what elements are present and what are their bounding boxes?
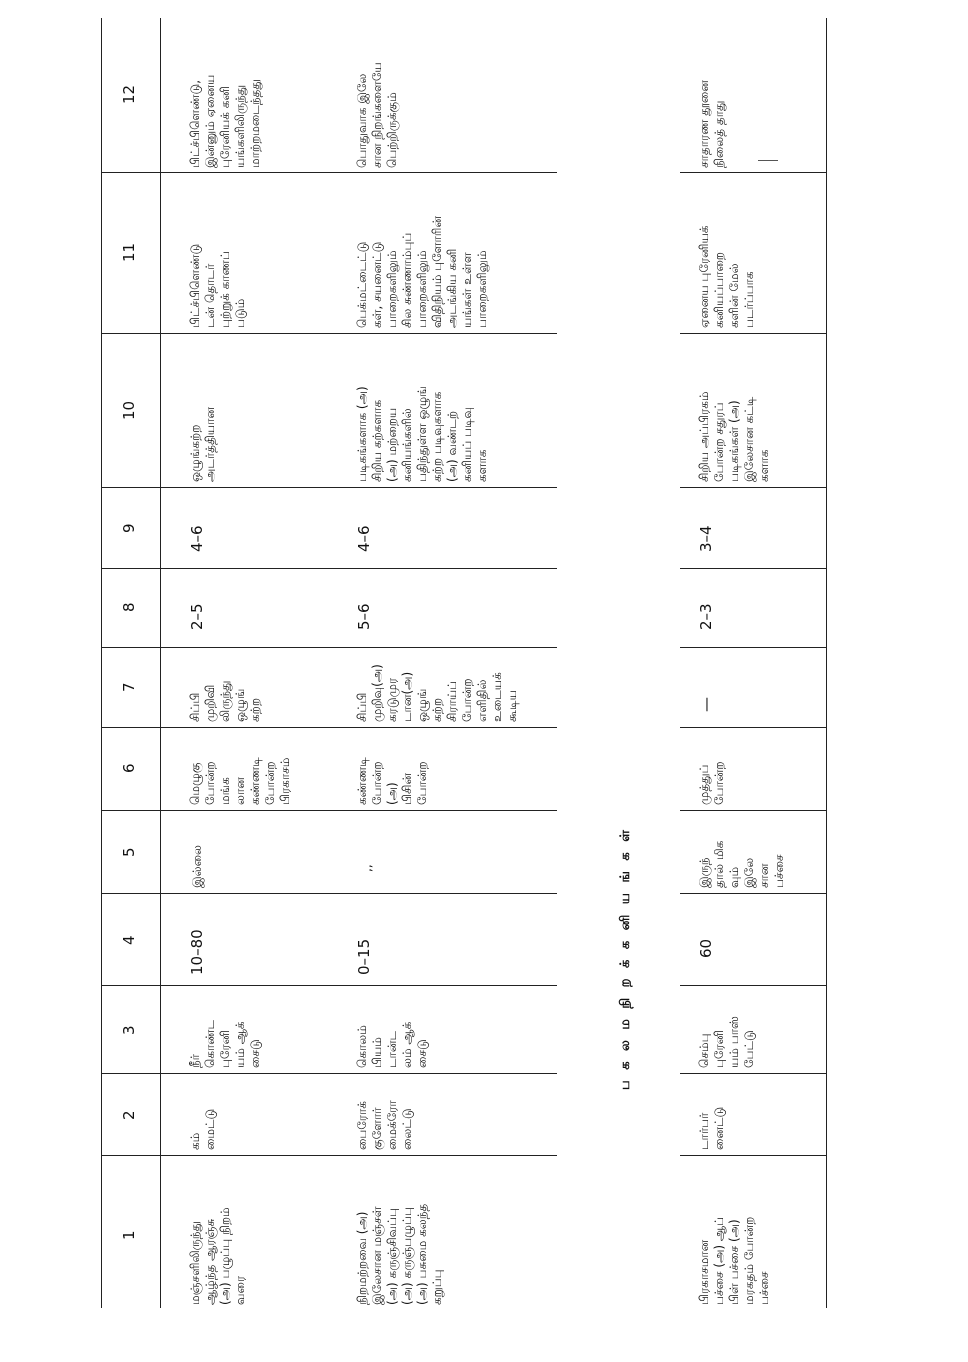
column-divider <box>680 727 826 728</box>
column-divider <box>160 893 557 894</box>
row2-col8: 5–6 <box>355 603 373 630</box>
row2-col7: சிப்பி முறிவு(அ) கரடுமுர டான(அ) ஒழுங் கற்ற சிராய்ப் போன்ற எளிதில் உடையக் கூடிய <box>355 664 519 722</box>
row3-col9: 3–4 <box>697 525 715 552</box>
header-divider <box>101 1155 160 1156</box>
row1-col8: 2–5 <box>188 603 206 630</box>
header-col-2: 2 <box>120 1110 138 1120</box>
header-divider <box>101 893 160 894</box>
short-dash <box>758 160 778 161</box>
row2-col5: ,, <box>360 864 374 872</box>
row3-col8: 2–3 <box>697 603 715 630</box>
row2-col6: கண்ணடி போன்ற (அ) பிசின் போன்ற <box>355 757 429 805</box>
header-col-10: 10 <box>120 400 138 420</box>
column-divider <box>160 333 557 334</box>
column-divider <box>160 487 557 488</box>
row3-col5: இருந் தால் மிக வும் இலே சான பச்சை <box>697 840 786 888</box>
row3-col6: முத்துப் போன்ற <box>697 761 726 805</box>
row2-col12: பொதுவாக இலே சான நிறங்களையே பெற்றிருக்கும் <box>355 62 399 168</box>
header-col-7: 7 <box>120 682 138 692</box>
header-col-5: 5 <box>120 847 138 857</box>
column-divider <box>160 985 557 986</box>
row2-col4: 0–15 <box>355 938 373 975</box>
column-divider <box>680 985 826 986</box>
column-divider <box>160 1155 557 1156</box>
header-divider <box>101 333 160 334</box>
header-divider <box>101 568 160 569</box>
section-title: ப க ல ம நி ற க் க னி ய ங் க ள் <box>618 827 633 1090</box>
header-divider <box>101 1073 160 1074</box>
row1-col2: கம் மைட்டு <box>188 1108 217 1150</box>
table-right-border <box>826 18 827 1308</box>
column-divider <box>680 487 826 488</box>
row3-col10: சிறிய அப்பிரகம் போன்ற சதுரப் படிகங்கள் (அ) இலேசான கட்டி களாக <box>697 391 771 482</box>
column-divider <box>680 333 826 334</box>
header-col-11: 11 <box>120 242 138 262</box>
header-divider <box>101 985 160 986</box>
row1-col12: பிட்ச்பிளெண்டு, இன்னும் ஏனைய புரேனியக் கனி யங்களிலிருந்து மாற்றமடைந்தது <box>188 74 262 168</box>
header-col-9: 9 <box>120 523 138 533</box>
row2-col9: 4–6 <box>355 525 373 552</box>
column-divider <box>680 1155 826 1156</box>
row2-col3: கொலம் பியம் டான்ட லம் ஆக் சைடு <box>355 1021 429 1068</box>
column-divider <box>680 568 826 569</box>
row3-col3: செம்பு புரேனி யம் பாஸ் பேட்டு <box>697 1016 756 1068</box>
row1-col4: 10–80 <box>188 929 206 975</box>
header-col-6: 6 <box>120 763 138 773</box>
header-divider <box>101 172 160 173</box>
row3-col2: டார்பர் னைட்டு <box>697 1106 726 1150</box>
column-divider <box>160 172 557 173</box>
column-divider <box>160 727 557 728</box>
row3-col11: ஏனைய புரேனியக் கனியப்பாறை களின் மேல் படர்ப்பாக <box>697 225 756 328</box>
row3-col4: 60 <box>697 938 715 958</box>
row1-col1: மஞ்சளிலிருந்து ஆழ்ந்த ஆரஞ்சு (அ) பழுப்பு நிறம் வரை <box>188 1207 247 1305</box>
row3-col12: சாதாரண தூனை நிலைத் தாது <box>697 80 726 168</box>
row2-col11: பெக்மட்டைட்டு கள், சயனைட்டு பாறைகளிலும் சில சுண்ணாம்புப் பாறைகளிலும் விதிநியம் புளோரின் அடங்கிய கனி யங்கள் உள்ள பாறைகளிலும் <box>355 215 489 328</box>
header-divider <box>101 487 160 488</box>
row1-col11: பிட்ச்பிளெண்டு டன் தொடர் புற்றுக் காணப் படும் <box>188 243 247 328</box>
row2-col2: பைரோக் குளோர் மைக்ரோ லைட்டு <box>355 1100 414 1150</box>
header-col-4: 4 <box>120 935 138 945</box>
table-left-border <box>101 18 102 1308</box>
table-header-divider <box>160 18 161 1308</box>
header-divider <box>101 810 160 811</box>
header-col-3: 3 <box>120 1025 138 1035</box>
header-divider <box>101 727 160 728</box>
row1-col3: நீர் கொண்ட புரேனி யம் ஆக் சைடு <box>188 1019 262 1068</box>
header-divider <box>101 647 160 648</box>
header-col-8: 8 <box>120 602 138 612</box>
row1-col10: ஒழுங்கற்ற அடர்த்தியான <box>188 407 217 482</box>
header-col-1: 1 <box>120 1230 138 1240</box>
row3-col7: — <box>697 697 715 712</box>
column-divider <box>160 1073 557 1074</box>
header-col-12: 12 <box>120 84 138 104</box>
column-divider <box>160 568 557 569</box>
column-divider <box>160 647 557 648</box>
row1-col7: சிப்பி முறிவி லிருந்து ஒழுங் கற்ற <box>188 680 262 722</box>
row1-col6: மெழுகு போன்ற மங்க லான கண்ணடி போன்ற பிரகாசம் <box>188 757 292 805</box>
column-divider <box>680 810 826 811</box>
column-divider <box>680 1073 826 1074</box>
column-divider <box>160 810 557 811</box>
row1-col9: 4–6 <box>188 525 206 552</box>
column-divider <box>680 647 826 648</box>
column-divider <box>680 172 826 173</box>
row2-col10: படிகங்களாக (அ) சிறிய கற்களாக (அ) மற்றைய கனியங்களில் பதிந்துள்ள ஒழுங் கற்ற படிவுகளாக (அ) வண்டற் கனியப் படிவு களாக <box>355 386 489 482</box>
row2-col1: நிறமற்றவை (அ) இலேசான மஞ்சள் (அ) கருஞ்சிவப்பு (அ) கருஞ்பழுப்பு (அ) பசுமை கலந்த கறுப்பு <box>355 1203 444 1305</box>
column-divider <box>680 893 826 894</box>
row3-col1: பிரகாசமான பச்சை (அ) ஆப் பிள் பச்சை (அ) மரகதம் போன்ற பச்சை <box>697 1216 771 1305</box>
row1-col5: இல்லை <box>190 845 204 888</box>
